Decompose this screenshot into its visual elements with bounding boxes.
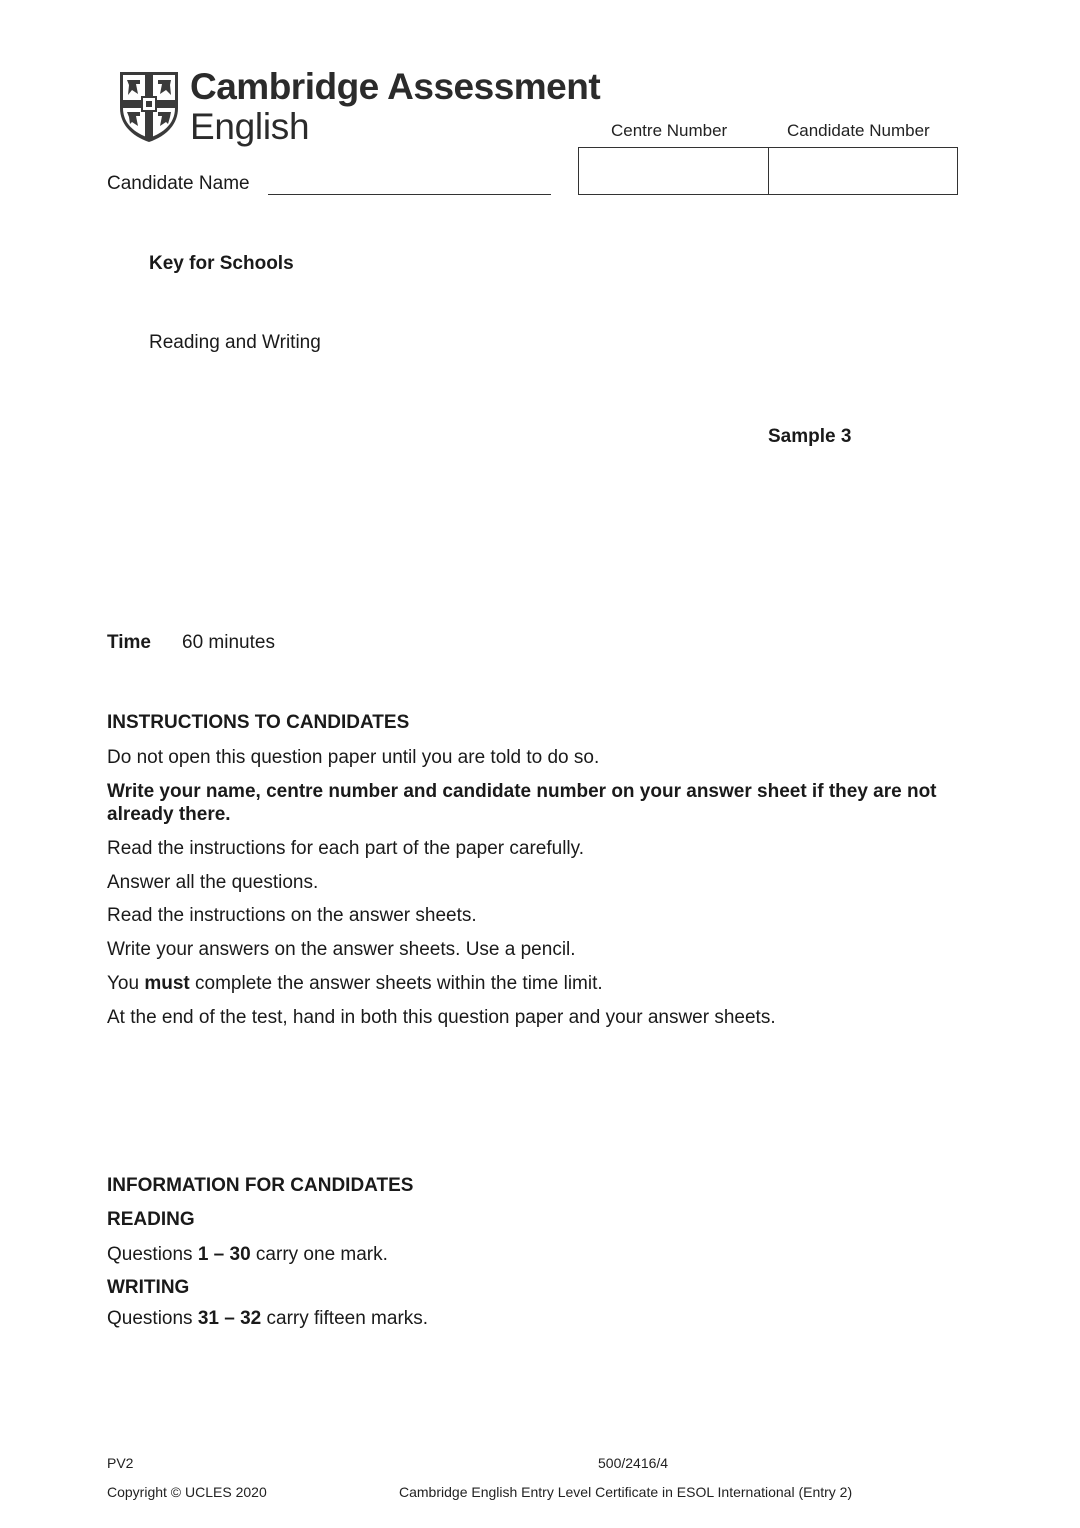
university-crest-icon (118, 70, 180, 144)
writing-info (107, 1307, 967, 1330)
number-boxes (578, 147, 958, 195)
instructions-heading: INSTRUCTIONS TO CANDIDATES (107, 712, 410, 733)
instruction-line: Do not open this question paper until you are told to do so. (107, 747, 600, 768)
instruction-text: complete the answer sheets within the time limit. (189, 973, 603, 994)
info-text: carry fifteen marks. (261, 1308, 429, 1329)
candidate-name-field[interactable] (268, 194, 551, 195)
instruction-line: At the end of the test, hand in both this question paper and your answer sheets. (107, 1007, 776, 1028)
candidate-number-label: Candidate Number (787, 121, 930, 140)
information-heading: INFORMATION FOR CANDIDATES (107, 1175, 414, 1196)
instruction-line-bold: Write your name, centre number and candidate number on your answer sheet if they are not already there. (107, 781, 937, 825)
footer-copyright: Copyright © UCLES 2020 (107, 1484, 267, 1500)
reading-info (107, 1243, 967, 1266)
time-value: 60 minutes (182, 632, 275, 653)
writing-heading: WRITING (107, 1277, 190, 1298)
instruction-line: Read the instructions for each part of the paper carefully. (107, 838, 585, 859)
instruction-line: Write your answers on the answer sheets. Use a pencil. (107, 939, 576, 960)
instruction-emphasis: must (144, 973, 190, 994)
instruction-line: Read the instructions on the answer sheets. (107, 905, 477, 926)
info-emphasis: 1 – 30 (197, 1244, 251, 1265)
time-label: Time (107, 632, 152, 653)
info-text: carry one mark. (250, 1244, 388, 1265)
footer-code-centre: 500/2416/4 (598, 1455, 669, 1471)
instruction-line (107, 972, 967, 995)
centre-number-label: Centre Number (611, 121, 728, 140)
logo-wordmark-line1: Cambridge Assessment (190, 66, 601, 107)
paper-title: Key for Schools (149, 253, 294, 274)
centre-number-field[interactable] (579, 148, 769, 194)
info-text: Questions (107, 1244, 198, 1265)
footer-certificate: Cambridge English Entry Level Certificate in ESOL International (Entry 2) (399, 1484, 853, 1500)
info-emphasis: 31 – 32 (197, 1308, 262, 1329)
footer-code-left: PV2 (107, 1455, 134, 1471)
reading-heading: READING (107, 1209, 195, 1230)
info-text: Questions (107, 1308, 198, 1329)
candidate-number-field[interactable] (769, 148, 957, 194)
logo-wordmark-line2: English (190, 106, 310, 147)
paper-subtitle: Reading and Writing (149, 332, 321, 353)
instruction-line: Answer all the questions. (107, 872, 319, 893)
instruction-text: You (107, 973, 145, 994)
sample-label: Sample 3 (768, 426, 852, 447)
candidate-name-label: Candidate Name (107, 173, 250, 194)
